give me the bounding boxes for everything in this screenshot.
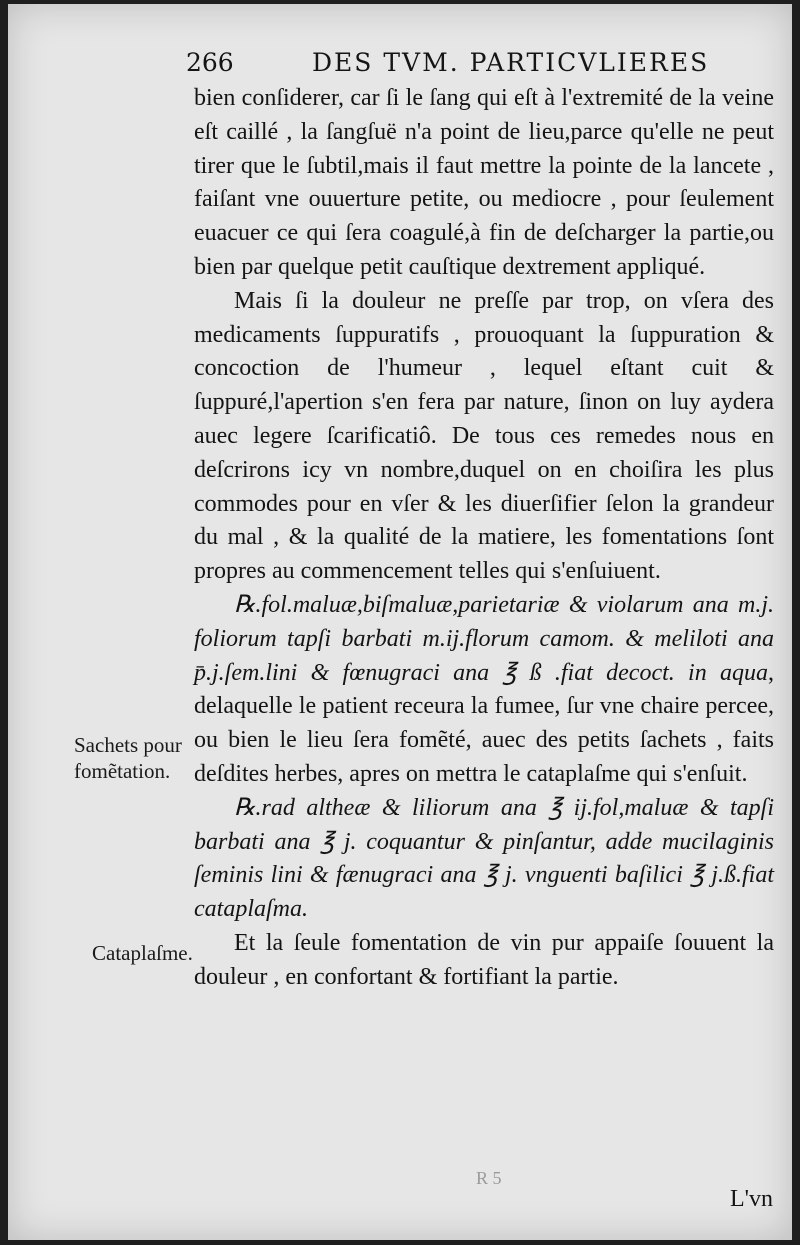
page-header [186,48,786,78]
recipe-fomentation-formula: ℞.fol.maluæ,biſmaluæ,parietariæ & violarum ana m.j. foliorum tapſi barbati m.ij.florum camom. & meliloti ana p̄.j.ſem.lini & fœnugraci ana ℥ ß .fiat decoct. in aqua [194,591,774,686]
recipe-fomentation [194,589,774,792]
margin-note-cataplasme: Cataplaſme. [92,941,193,965]
paragraph-2: Mais ſi la douleur ne preſſe par trop, on vſera des medicaments ſuppuratifs , prouoquant la ſuppuration & concoction de l'humeur , lequel eſtant cuit & ſuppuré,l'apertion s'en fera par nature, ſinon on luy aydera auec legere ſcarificatiô. De tous ces remedes nous en deſcrirons icy vn nombre,duquel on en choiſira les plus commodes pour en vſer & les diuerſifier ſelon la grandeur du mal , & la qualité de la matiere, les fomentations ſont propres au commencement telles qui s'enſuiuent. [194,287,774,585]
running-title: DES TVM. PARTICVLIERES [312,48,710,77]
margin-note-sachets: Sachets pour fomẽtation. [74,733,182,783]
recipe-fomentation-instructions: , delaquelle le patient receura la fumee, ſur vne chaire percee, ou bien le lieu ſera fomẽté, auec des petits ſachets , faits deſdites herbes, apres on mettra le cataplaſme qui s'enſuit. [194,659,774,787]
main-text [194,82,774,995]
signature-mark: R 5 [476,1168,502,1188]
book-page [8,4,792,1240]
paragraph-final: Et la ſeule fomentation de vin pur appaiſe ſouuent la douleur , en confortant & fortifiant la partie. [194,929,774,990]
recipe-cataplasme: ℞.rad altheæ & liliorum ana ℥ ij.fol,maluæ & tapſi barbati ana ℥ j. coquantur & pinſantur, adde mucilaginis ſeminis lini & fænugraci ana ℥ j. vnguenti baſilici ℥ j.ß.fiat cataplaſma. [194,794,774,923]
paragraph-1: bien conſiderer, car ſi le ſang qui eſt à l'extremité de la veine eſt caillé , la ſangſuë n'a point de lieu,parce qu'elle ne peut tirer que le ſubtil,mais il faut mettre la pointe de la lancete , faiſant vne ouuerture petite, ou mediocre , pour ſeulement euacuer ce qui ſera coagulé,à fin de deſcharger la partie,ou bien par quelque petit cauſtique dextrement appliqué. [194,85,774,280]
page-number: 266 [186,48,234,77]
catchword: L'vn [730,1186,773,1212]
